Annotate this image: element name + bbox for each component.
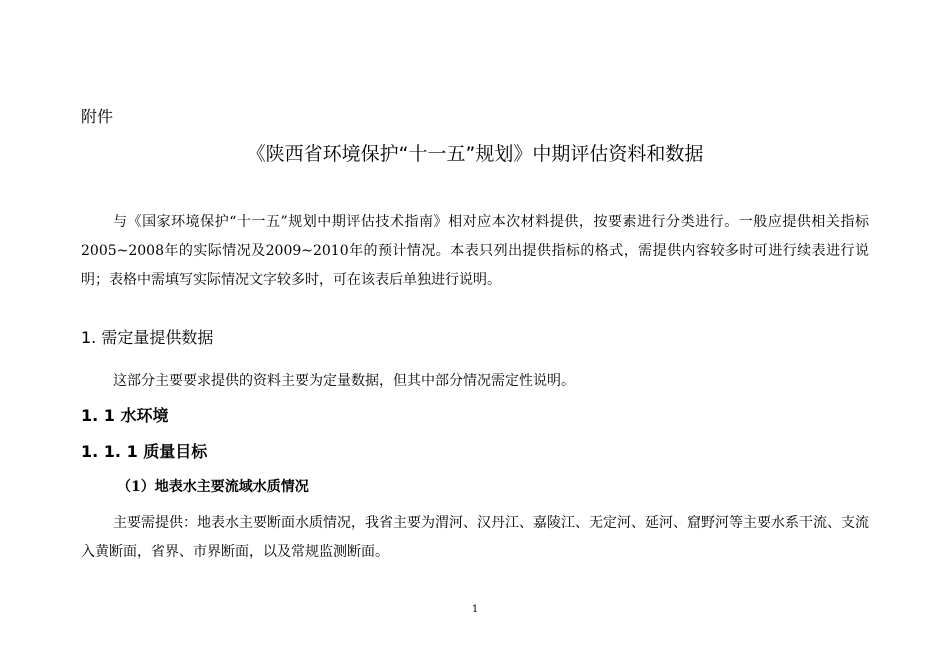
document-title: 《陕西省环境保护“十一五”规划》中期评估资料和数据: [246, 143, 704, 165]
section-1-paragraph: 这部分主要要求提供的资料主要为定量数据，但其中部分情况需定性说明。: [113, 373, 575, 389]
section-1-1-heading: 1. 1 水环境: [81, 406, 169, 425]
subsection-1-heading: （1）地表水主要流域水质情况: [117, 479, 309, 495]
section-1-heading: 1. 需定量提供数据: [81, 328, 214, 347]
intro-paragraph: 与《国家环境保护“十一五”规划中期评估技术指南》相对应本次材料提供，按要素进行分类进行。一般应提供相关指标2005~2008年的实际情况及2009~2010年的预计情况。本表只列出提供指标的格式，需提供内容较多时可进行续表进行说明；表格中需填写实际情况文字较多时，可在该表后单独进行说明。: [81, 214, 869, 288]
section-1-1-1-heading: 1. 1. 1 质量目标: [81, 442, 208, 461]
subsection-1-paragraph: 主要需提供：地表水主要断面水质情况，我省主要为渭河、汉丹江、嘉陵江、无定河、延河、窟野河等主要水系干流、支流入黄断面，省界、市界断面，以及常规监测断面。: [81, 515, 869, 560]
page-number: 1: [471, 604, 479, 615]
attachment-label: 附件: [81, 107, 114, 126]
